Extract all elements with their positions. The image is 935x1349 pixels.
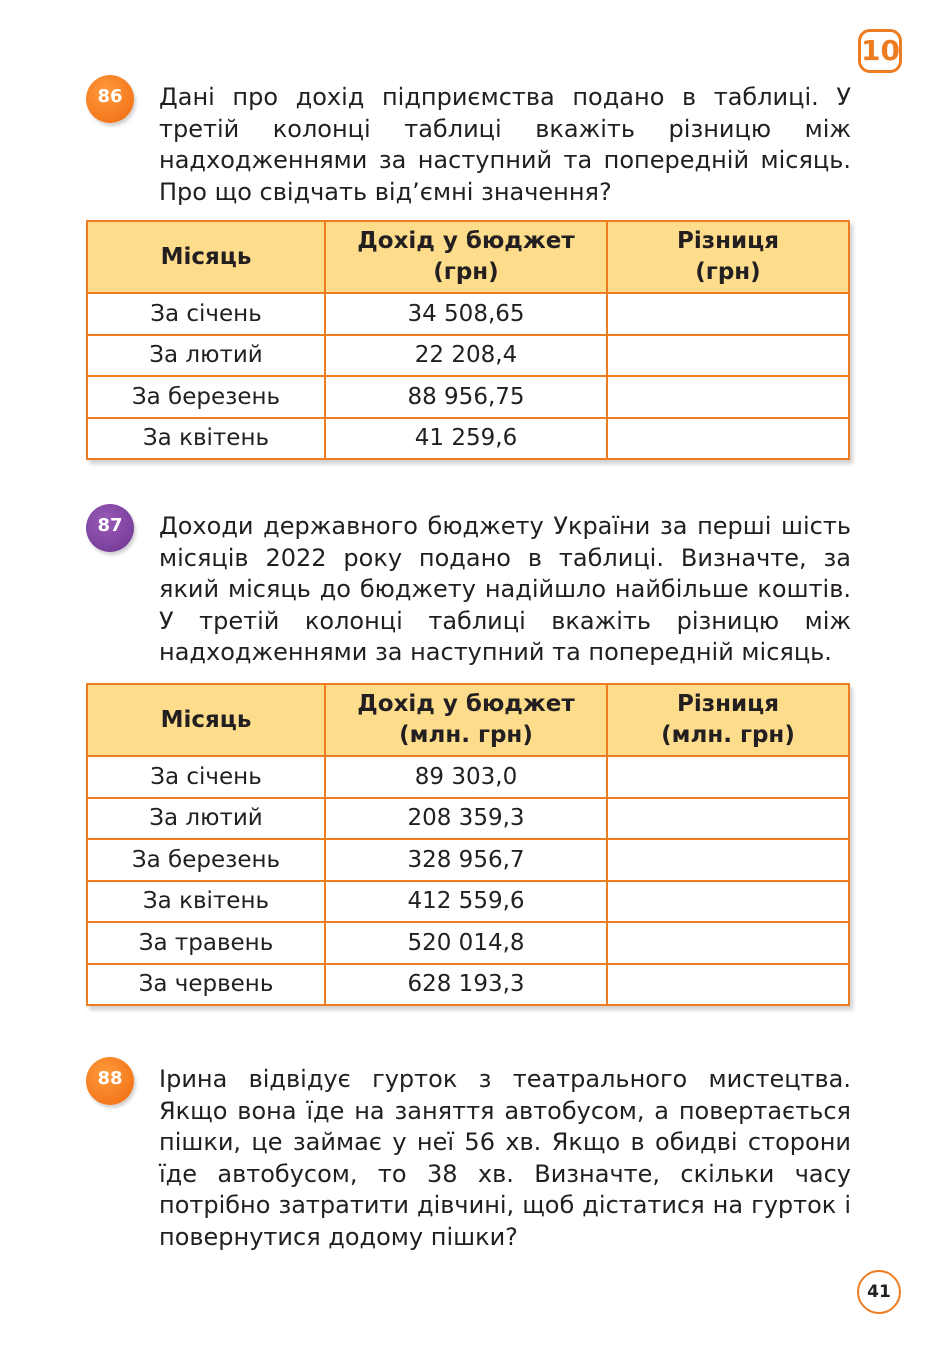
table-row xyxy=(87,922,849,964)
task-text-86: Дані про дохід підприємства подано в таблиці. У третій колонці таблиці вкажіть різницю між надходженнями за наступний та попередній місяць. Про що свідчать від’ємні значення? xyxy=(159,83,851,206)
difference-cell[interactable] xyxy=(607,922,849,964)
table-row xyxy=(87,293,849,335)
month-cell: За березень xyxy=(87,839,325,881)
column-header: Місяць xyxy=(87,684,325,756)
difference-cell[interactable] xyxy=(607,293,849,335)
table-row xyxy=(87,756,849,798)
difference-cell[interactable] xyxy=(607,335,849,377)
task-number-86: 86 xyxy=(86,75,134,123)
month-cell: За червень xyxy=(87,964,325,1006)
difference-cell[interactable] xyxy=(607,798,849,840)
month-cell: За лютий xyxy=(87,798,325,840)
income-cell: 22 208,4 xyxy=(325,335,607,377)
table-row xyxy=(87,839,849,881)
difference-cell[interactable] xyxy=(607,376,849,418)
budget-table-87 xyxy=(86,683,850,1006)
difference-cell[interactable] xyxy=(607,839,849,881)
table-header-row xyxy=(87,684,849,756)
table-row xyxy=(87,376,849,418)
difference-cell[interactable] xyxy=(607,964,849,1006)
task-number-88: 88 xyxy=(86,1057,134,1105)
income-cell: 34 508,65 xyxy=(325,293,607,335)
income-cell: 208 359,3 xyxy=(325,798,607,840)
month-cell: За квітень xyxy=(87,881,325,923)
difference-cell[interactable] xyxy=(607,418,849,460)
income-cell: 328 956,7 xyxy=(325,839,607,881)
income-table-86 xyxy=(86,220,850,460)
month-cell: За квітень xyxy=(87,418,325,460)
difference-cell[interactable] xyxy=(607,756,849,798)
column-header: Дохід у бюджет (грн) xyxy=(325,221,607,293)
month-cell: За січень xyxy=(87,293,325,335)
table-row xyxy=(87,335,849,377)
table-row xyxy=(87,881,849,923)
table-row xyxy=(87,798,849,840)
income-cell: 89 303,0 xyxy=(325,756,607,798)
table-row xyxy=(87,418,849,460)
income-cell: 628 193,3 xyxy=(325,964,607,1006)
income-cell: 88 956,75 xyxy=(325,376,607,418)
income-cell: 41 259,6 xyxy=(325,418,607,460)
income-cell: 520 014,8 xyxy=(325,922,607,964)
table-row xyxy=(87,964,849,1006)
month-cell: За травень xyxy=(87,922,325,964)
section-badge: 10 xyxy=(858,29,902,73)
column-header: Різниця (грн) xyxy=(607,221,849,293)
column-header: Місяць xyxy=(87,221,325,293)
column-header: Різниця (млн. грн) xyxy=(607,684,849,756)
page-number: 41 xyxy=(857,1270,901,1314)
table-header-row xyxy=(87,221,849,293)
month-cell: За січень xyxy=(87,756,325,798)
income-cell: 412 559,6 xyxy=(325,881,607,923)
task-number-87: 87 xyxy=(86,504,134,552)
difference-cell[interactable] xyxy=(607,881,849,923)
task-text-87: Доходи державного бюджету України за перші шість місяців 2022 року подано в таблиці. Визначте, за який місяць до бюджету надійшло найбільше коштів. У третій колонці таблиці вкажіть різницю між надходженнями за наступний та попередній місяць. xyxy=(159,512,851,666)
month-cell: За березень xyxy=(87,376,325,418)
month-cell: За лютий xyxy=(87,335,325,377)
column-header: Дохід у бюджет (млн. грн) xyxy=(325,684,607,756)
task-text-88: Ірина відвідує гурток з театрального мистецтва. Якщо вона їде на заняття автобусом, а повертається пішки, це займає у неї 56 хв. Якщо в обидві сторони їде автобусом, то 38 хв. Визначте, скільки часу потрібно затратити дівчині, щоб дістатися на гурток і повернутися додому пішки? xyxy=(159,1065,851,1251)
